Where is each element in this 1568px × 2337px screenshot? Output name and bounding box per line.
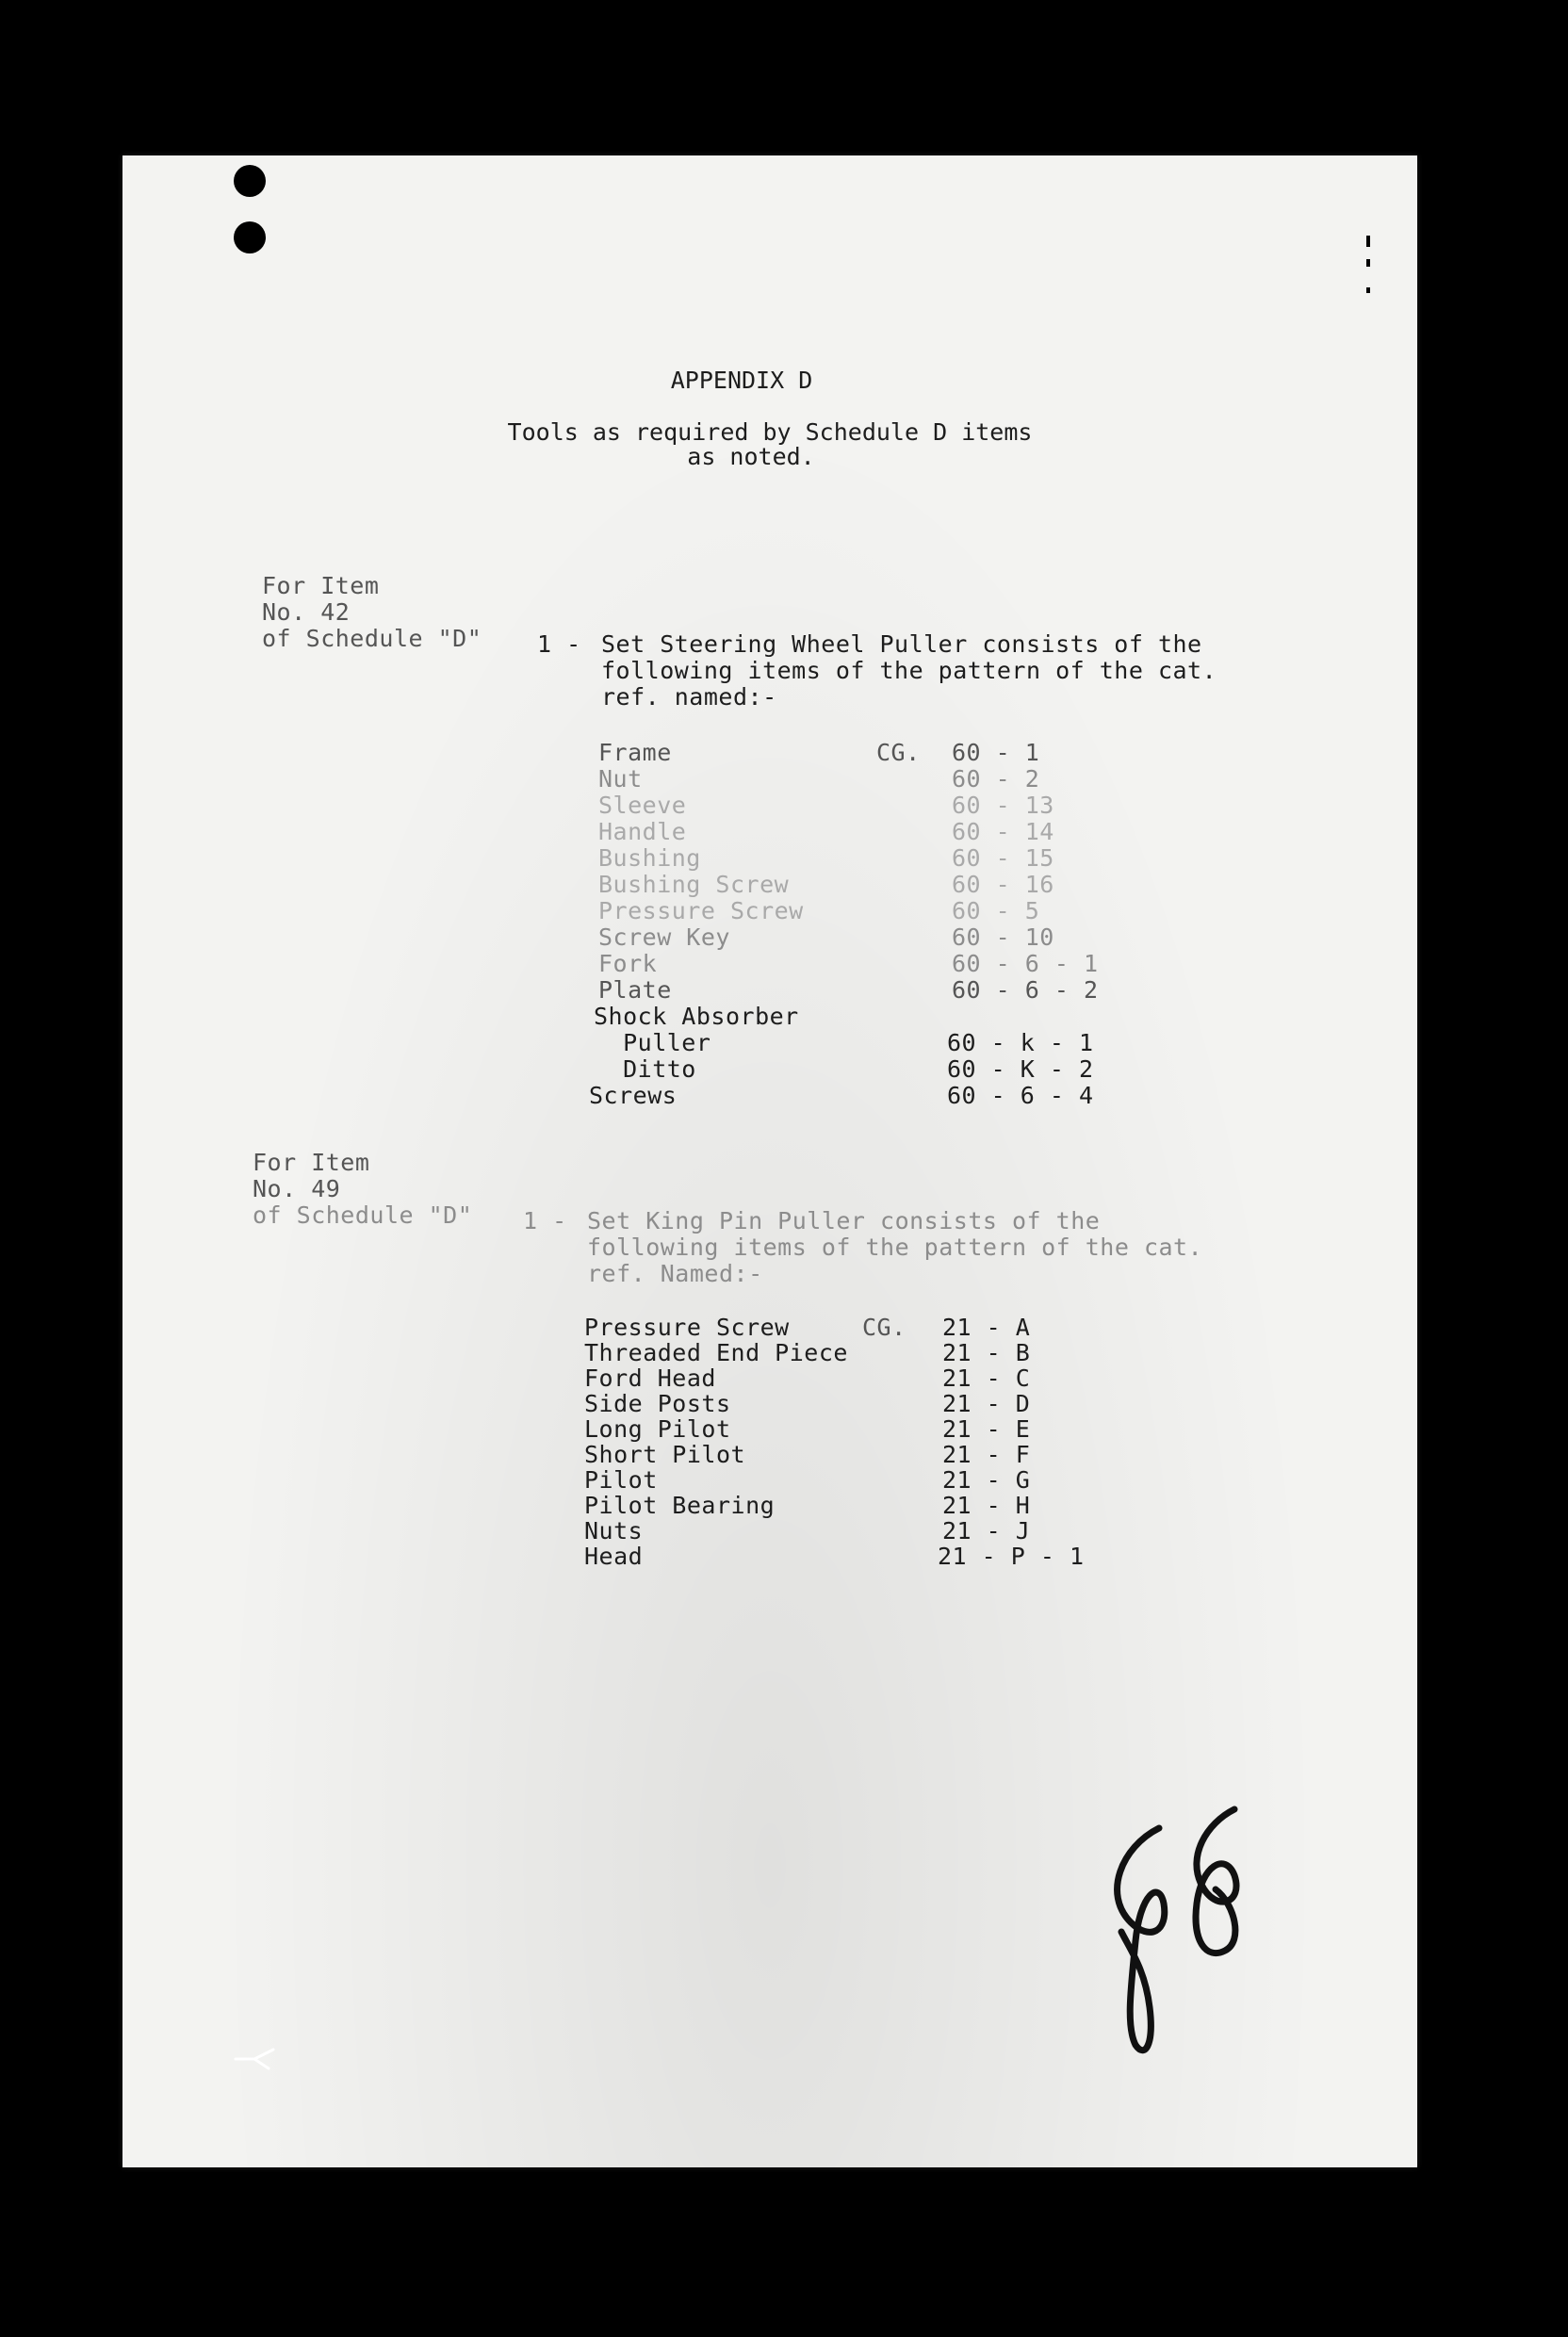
item1-label-line-1: For Item	[262, 572, 380, 599]
part-ref: 60 - 1	[952, 739, 1040, 766]
handwritten-page-number	[1093, 1790, 1263, 2073]
part-name: Shock Absorber	[594, 1003, 799, 1030]
appendix-title: APPENDIX D	[670, 367, 813, 394]
item2-label-line-2: No. 49	[253, 1175, 341, 1202]
edge-mark	[1366, 259, 1370, 267]
part-ref: 60 - 5	[952, 897, 1040, 924]
item2-quantity: 1 -	[523, 1207, 567, 1234]
part-name: Nut	[598, 765, 643, 793]
punch-hole-top	[234, 165, 266, 197]
edge-mark	[1366, 236, 1370, 247]
subtitle-line-1: Tools as required by Schedule D items	[507, 418, 1033, 446]
part-ref: 60 - 15	[952, 844, 1054, 872]
part-ref: 21 - G	[942, 1466, 1031, 1494]
part-name: Pressure Screw	[598, 897, 804, 924]
item1-description-line-3: ref. named:-	[601, 683, 777, 711]
part-ref: 60 - 10	[952, 923, 1054, 951]
part-name: Short Pilot	[584, 1441, 746, 1468]
item2-cg-label: CG.	[862, 1314, 906, 1341]
part-name: Bushing Screw	[598, 871, 790, 898]
part-ref: 60 - 2	[952, 765, 1040, 793]
part-ref: 60 - 16	[952, 871, 1054, 898]
scratch-mark	[231, 2040, 287, 2078]
part-name: Nuts	[584, 1517, 644, 1544]
part-ref: 21 - E	[942, 1415, 1031, 1443]
punch-hole-bottom	[234, 221, 266, 253]
edge-mark	[1366, 287, 1370, 293]
part-name: Sleeve	[598, 792, 687, 819]
item1-quantity: 1 -	[537, 630, 581, 658]
part-name: Screw Key	[598, 923, 730, 951]
part-name: Long Pilot	[584, 1415, 731, 1443]
item1-label-line-3: of Schedule "D"	[262, 625, 482, 652]
part-ref: 21 - B	[942, 1339, 1031, 1366]
part-ref: 60 - 6 - 2	[952, 976, 1099, 1004]
part-name: Pilot	[584, 1466, 658, 1494]
item1-label-line-2: No. 42	[262, 598, 351, 626]
item1-description-line-2: following items of the pattern of the cat.	[601, 657, 1217, 684]
part-name: Pressure Screw	[584, 1314, 790, 1341]
part-name: Fork	[598, 950, 658, 977]
part-ref: 60 - k - 1	[947, 1029, 1094, 1056]
item2-label-line-1: For Item	[253, 1149, 370, 1176]
part-name: Bushing	[598, 844, 701, 872]
part-name: Threaded End Piece	[584, 1339, 848, 1366]
item2-description-line-1: Set King Pin Puller consists of the	[587, 1207, 1101, 1234]
part-ref: 21 - P - 1	[938, 1543, 1085, 1570]
part-name: Plate	[598, 976, 672, 1004]
part-name: Ford Head	[584, 1365, 716, 1392]
part-name: Head	[584, 1543, 644, 1570]
part-name: Puller	[594, 1029, 711, 1056]
part-ref: 21 - H	[942, 1492, 1031, 1519]
part-name: Screws	[589, 1082, 678, 1109]
part-ref: 21 - A	[942, 1314, 1031, 1341]
part-ref: 60 - 6 - 1	[952, 950, 1099, 977]
part-ref: 60 - K - 2	[947, 1055, 1094, 1083]
part-ref: 21 - F	[942, 1441, 1031, 1468]
part-name: Ditto	[594, 1055, 696, 1083]
part-ref: 21 - D	[942, 1390, 1031, 1417]
item2-label-line-3: of Schedule "D"	[253, 1201, 473, 1229]
item1-description-line-1: Set Steering Wheel Puller consists of the	[601, 630, 1202, 658]
item1-cg-label: CG.	[876, 739, 921, 766]
part-name: Side Posts	[584, 1390, 731, 1417]
item2-description-line-2: following items of the pattern of the cat.	[587, 1234, 1203, 1261]
item2-description-line-3: ref. Named:-	[587, 1260, 763, 1287]
part-ref: 21 - J	[942, 1517, 1031, 1544]
part-ref: 60 - 13	[952, 792, 1054, 819]
part-ref: 21 - C	[942, 1365, 1031, 1392]
subtitle-line-2: as noted.	[687, 443, 815, 470]
part-name: Handle	[598, 818, 687, 845]
part-name: Pilot Bearing	[584, 1492, 776, 1519]
part-name: Frame	[598, 739, 672, 766]
part-ref: 60 - 6 - 4	[947, 1082, 1094, 1109]
part-ref: 60 - 14	[952, 818, 1054, 845]
